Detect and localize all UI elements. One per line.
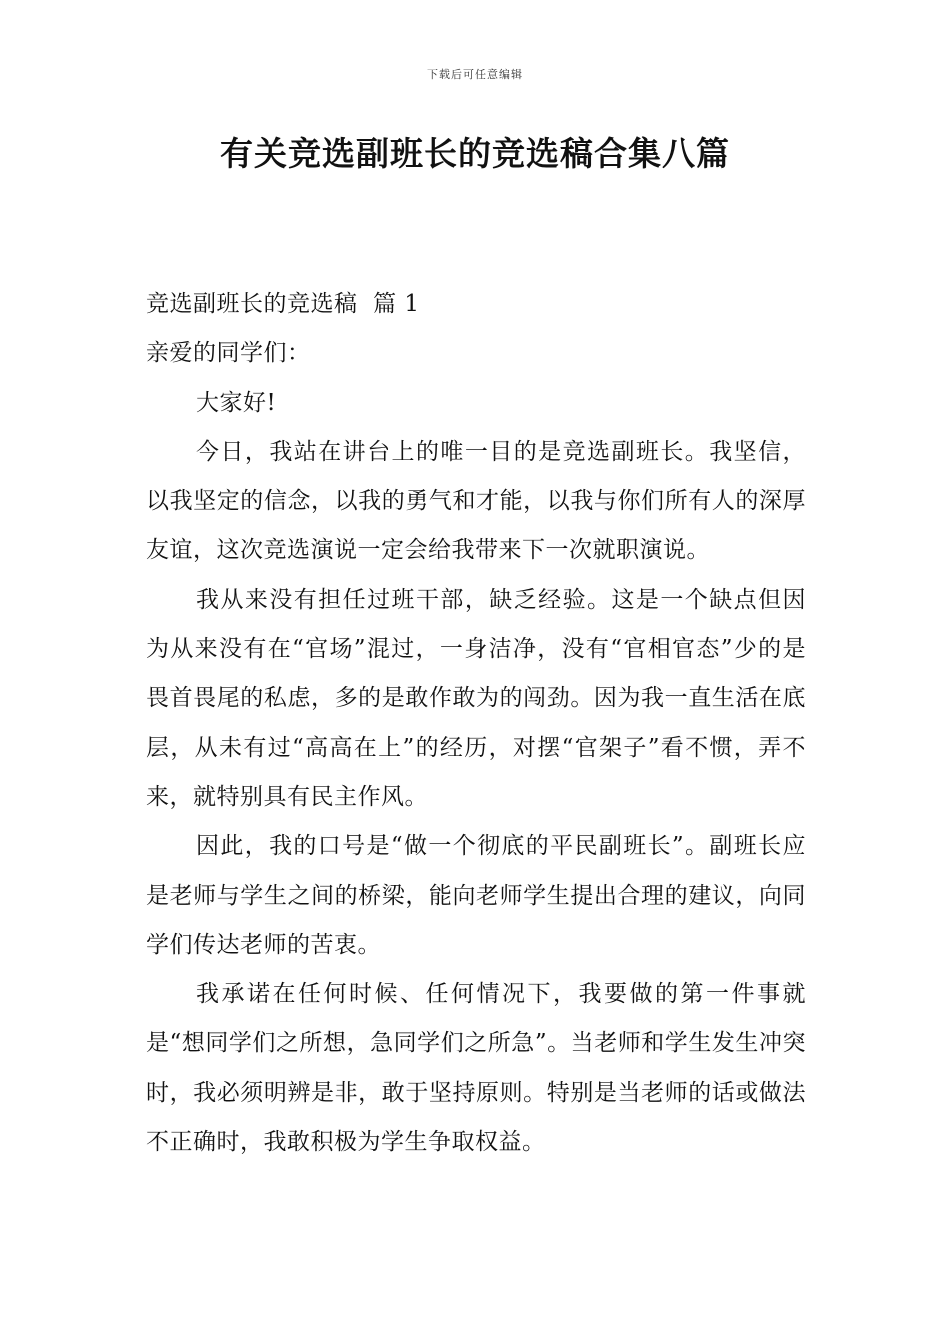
document-title: 有关竞选副班长的竞选稿合集八篇 (220, 134, 730, 173)
header-note: 下载后可任意编辑 (427, 68, 523, 81)
document-body (146, 280, 806, 1167)
paragraph-greeting: 大家好! (196, 389, 277, 416)
paragraph: 我承诺在任何时候、任何情况下，我要做的第一件事就是“想同学们之所想，急同学们之所急”。当老师和学生发生冲突时，我必须明辨是非，敢于坚持原则。特别是当老师的话或做法不正确时，我敢积极为学生争取权益。 (146, 981, 806, 1156)
paragraph: 因此，我的口号是“做一个彻底的平民副班长”。副班长应是老师与学生之间的桥梁，能向老师学生提出合理的建议，向同学们传达老师的苦衷。 (146, 833, 806, 958)
salutation: 亲爱的同学们： (146, 340, 311, 367)
paragraph: 今日，我站在讲台上的唯一目的是竞选副班长。我坚信，以我坚定的信念，以我的勇气和才能，以我与你们所有人的深厚友谊，这次竞选演说一定会给我带来下一次就职演说。 (146, 438, 806, 564)
paragraph: 我从来没有担任过班干部，缺乏经验。这是一个缺点但因为从来没有在“官场”混过，一身洁净，没有“官相官态”少的是畏首畏尾的私虑，多的是敢作敢为的闯劲。因为我一直生活在底层，从未有过“高高在上”的经历，对摆“官架子”看不惯，弄不来，就特别具有民主作风。 (146, 586, 806, 810)
section-heading: 竞选副班长的竞选稿 篇 1 (146, 291, 420, 317)
